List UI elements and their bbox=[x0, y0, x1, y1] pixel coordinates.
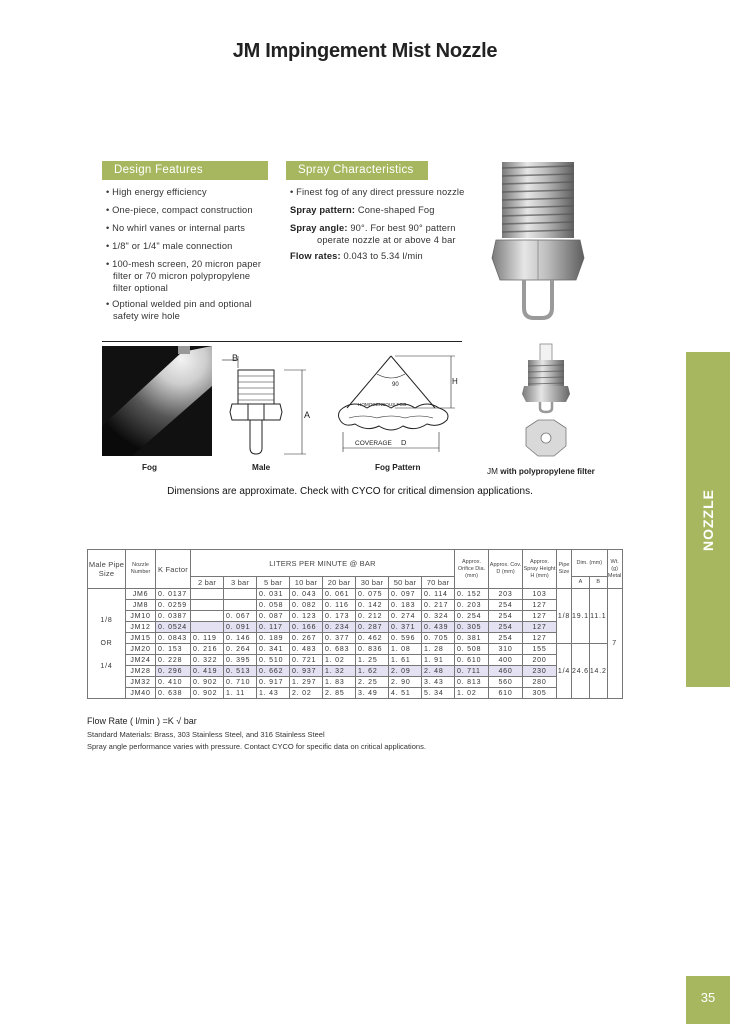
flow-rates: Flow rates: 0.043 to 5.34 l/min bbox=[290, 251, 423, 261]
pipe-size-cell bbox=[88, 589, 126, 699]
table-cell: 0. 116 bbox=[323, 600, 356, 611]
pipe-size-label: 1/4 bbox=[100, 663, 113, 670]
col-header-b: B bbox=[589, 577, 607, 589]
table-cell: 0. 234 bbox=[323, 622, 356, 633]
table-cell: 0. 254 bbox=[455, 611, 489, 622]
col-header-lpm: LITERS PER MINUTE @ BAR bbox=[191, 550, 455, 577]
table-cell: 203 bbox=[489, 589, 523, 600]
section-divider bbox=[102, 341, 462, 342]
table-cell: 127 bbox=[523, 633, 557, 644]
table-cell bbox=[224, 589, 257, 600]
table-cell: 0. 216 bbox=[191, 644, 224, 655]
table-cell: JM8 bbox=[126, 600, 156, 611]
pipe-size-label: OR bbox=[100, 640, 113, 647]
table-cell: 2. 85 bbox=[323, 688, 356, 699]
table-cell: 0. 305 bbox=[455, 622, 489, 633]
table-cell: 0. 937 bbox=[290, 666, 323, 677]
table-cell: 1. 297 bbox=[290, 677, 323, 688]
feature-item: • One-piece, compact construction bbox=[106, 205, 253, 215]
col-header-a: A bbox=[572, 577, 590, 589]
table-cell: 0. 189 bbox=[257, 633, 290, 644]
table-cell: 0. 662 bbox=[257, 666, 290, 677]
filter-nozzle-drawing bbox=[518, 342, 574, 460]
flow-formula: Flow Rate ( l/min ) =K √ bar bbox=[87, 716, 197, 726]
spray-angle-cont: operate nozzle at or above 4 bar bbox=[317, 235, 456, 245]
table-cell: 254 bbox=[489, 611, 523, 622]
table-cell: JM32 bbox=[126, 677, 156, 688]
table-cell: 0. 043 bbox=[290, 589, 323, 600]
table-cell: 200 bbox=[523, 655, 557, 666]
feature-item: • 100-mesh screen, 20 micron paper bbox=[106, 259, 262, 269]
col-header-orifice: Approx. Orifice Dia. (mm) bbox=[455, 550, 489, 589]
table-cell: 0. 419 bbox=[191, 666, 224, 677]
table-cell: 1. 32 bbox=[323, 666, 356, 677]
table-cell: 0. 813 bbox=[455, 677, 489, 688]
table-cell: 1. 02 bbox=[455, 688, 489, 699]
table-cell bbox=[191, 622, 224, 633]
table-cell: 0. 324 bbox=[422, 611, 455, 622]
dim-label-h: H bbox=[452, 377, 458, 386]
table-cell: 0. 513 bbox=[224, 666, 257, 677]
table-cell: 1. 08 bbox=[389, 644, 422, 655]
table-cell: 0. 152 bbox=[455, 589, 489, 600]
table-cell: 0. 483 bbox=[290, 644, 323, 655]
col-header-nozzle: Nozzle Number bbox=[126, 550, 156, 589]
table-row bbox=[88, 633, 623, 644]
table-cell: 11.1 bbox=[589, 589, 607, 644]
table-cell: 0. 075 bbox=[356, 589, 389, 600]
dim-label-b: B bbox=[232, 353, 239, 363]
table-cell bbox=[191, 611, 224, 622]
col-header-pressure: 3 bar bbox=[224, 577, 257, 589]
table-cell: 0. 114 bbox=[422, 589, 455, 600]
table-cell: 127 bbox=[523, 600, 557, 611]
table-cell: 1. 43 bbox=[257, 688, 290, 699]
col-header-pressure: 10 bar bbox=[290, 577, 323, 589]
table-cell: 0. 705 bbox=[422, 633, 455, 644]
table-cell: 155 bbox=[523, 644, 557, 655]
table-row bbox=[88, 622, 623, 633]
table-row bbox=[88, 666, 623, 677]
table-cell: 0. 395 bbox=[224, 655, 257, 666]
thread-icon bbox=[502, 162, 574, 238]
male-dimension-drawing bbox=[218, 348, 318, 458]
table-cell: 0. 274 bbox=[389, 611, 422, 622]
table-cell: 0. 212 bbox=[356, 611, 389, 622]
table-cell: 0. 061 bbox=[323, 589, 356, 600]
nozzle-product-photo bbox=[488, 158, 588, 322]
table-cell: 0. 031 bbox=[257, 589, 290, 600]
col-header-pressure: 5 bar bbox=[257, 577, 290, 589]
feature-item: safety wire hole bbox=[113, 311, 180, 321]
table-cell: 560 bbox=[489, 677, 523, 688]
table-cell: 0. 0843 bbox=[156, 633, 191, 644]
table-cell: 0. 173 bbox=[323, 611, 356, 622]
table-cell: 1. 91 bbox=[422, 655, 455, 666]
table-cell: 0. 917 bbox=[257, 677, 290, 688]
table-cell: 0. 510 bbox=[257, 655, 290, 666]
table-cell: 0. 082 bbox=[290, 600, 323, 611]
table-cell: 0. 638 bbox=[156, 688, 191, 699]
col-header-dim: Dim. (mm) bbox=[572, 550, 608, 577]
fog-pattern-drawing bbox=[335, 352, 463, 460]
table-cell: 0. 123 bbox=[290, 611, 323, 622]
table-cell: JM15 bbox=[126, 633, 156, 644]
spray-characteristics-heading: Spray Characteristics bbox=[286, 161, 428, 180]
table-cell: 305 bbox=[523, 688, 557, 699]
table-cell: JM40 bbox=[126, 688, 156, 699]
table-row bbox=[88, 677, 623, 688]
table-cell: 3. 43 bbox=[422, 677, 455, 688]
side-tab-label: NOZZLE bbox=[700, 488, 716, 551]
table-cell: 2. 90 bbox=[389, 677, 422, 688]
table-cell: 0. 228 bbox=[156, 655, 191, 666]
table-cell: 0. 287 bbox=[356, 622, 389, 633]
table-row bbox=[88, 644, 623, 655]
table-cell: 127 bbox=[523, 622, 557, 633]
table-cell: 0. 0387 bbox=[156, 611, 191, 622]
feature-item: • 1/8" or 1/4" male connection bbox=[106, 241, 233, 251]
table-cell: 0. 087 bbox=[257, 611, 290, 622]
table-cell: 0. 067 bbox=[224, 611, 257, 622]
table-cell: JM28 bbox=[126, 666, 156, 677]
table-cell: 4. 51 bbox=[389, 688, 422, 699]
table-cell: 0. 0524 bbox=[156, 622, 191, 633]
table-cell: 1/8 bbox=[557, 589, 572, 644]
table-cell bbox=[224, 600, 257, 611]
table-cell: 127 bbox=[523, 611, 557, 622]
col-header-pressure: 20 bar bbox=[323, 577, 356, 589]
col-header-height: Approx. Spray Height H (mm) bbox=[523, 550, 557, 589]
table-cell: 0. 610 bbox=[455, 655, 489, 666]
table-cell: 0. 146 bbox=[224, 633, 257, 644]
table-cell: 0. 710 bbox=[224, 677, 257, 688]
table-cell: JM20 bbox=[126, 644, 156, 655]
feature-item: filter or 70 micron polypropylene bbox=[113, 271, 251, 281]
feature-item: • High energy efficiency bbox=[106, 187, 207, 197]
table-cell: 0. 341 bbox=[257, 644, 290, 655]
table-cell: 1. 28 bbox=[422, 644, 455, 655]
caption-filter: JM with polypropylene filter bbox=[487, 467, 595, 476]
caption-male: Male bbox=[252, 463, 271, 472]
table-cell: 0. 410 bbox=[156, 677, 191, 688]
table-cell: 0. 322 bbox=[191, 655, 224, 666]
table-cell: 310 bbox=[489, 644, 523, 655]
table-cell: 1. 62 bbox=[356, 666, 389, 677]
table-cell: 400 bbox=[489, 655, 523, 666]
table-cell: 280 bbox=[523, 677, 557, 688]
col-header-pipe: Pipe Size bbox=[557, 550, 572, 589]
table-cell: 0. 217 bbox=[422, 600, 455, 611]
page-title: JM Impingement Mist Nozzle bbox=[232, 40, 498, 62]
col-header-k: K Factor bbox=[156, 550, 191, 589]
table-cell: 0. 142 bbox=[356, 600, 389, 611]
fog-photo bbox=[102, 346, 212, 456]
performance-note: Spray angle performance varies with pressure. Contact CYCO for specific data on critical applications. bbox=[87, 742, 426, 751]
filter-icon bbox=[540, 344, 552, 362]
table-cell: 0. 097 bbox=[389, 589, 422, 600]
table-cell: 19.1 bbox=[572, 589, 590, 644]
table-cell: 0. 377 bbox=[323, 633, 356, 644]
table-cell: 0. 296 bbox=[156, 666, 191, 677]
table-cell: 254 bbox=[489, 622, 523, 633]
col-header-pressure: 2 bar bbox=[191, 577, 224, 589]
feature-item: • No whirl vanes or internal parts bbox=[106, 223, 246, 233]
table-cell: 230 bbox=[523, 666, 557, 677]
table-cell: 0. 711 bbox=[455, 666, 489, 677]
table-cell: 1. 02 bbox=[323, 655, 356, 666]
table-cell: 0. 264 bbox=[224, 644, 257, 655]
dim-label-d: D bbox=[401, 438, 407, 447]
table-cell: 24.6 bbox=[572, 644, 590, 699]
table-cell: 460 bbox=[489, 666, 523, 677]
table-cell: 0. 091 bbox=[224, 622, 257, 633]
materials-note: Standard Materials: Brass, 303 Stainless Steel, and 316 Stainless Steel bbox=[87, 730, 325, 739]
dim-label-a: A bbox=[304, 410, 311, 420]
caption-fog-pattern: Fog Pattern bbox=[375, 463, 421, 472]
table-cell: 0. 058 bbox=[257, 600, 290, 611]
table-cell bbox=[191, 589, 224, 600]
table-cell: 1. 61 bbox=[389, 655, 422, 666]
col-header-pressure: 30 bar bbox=[356, 577, 389, 589]
table-cell: 1. 83 bbox=[323, 677, 356, 688]
angle-label: 90 bbox=[392, 382, 399, 388]
table-cell: 0. 902 bbox=[191, 688, 224, 699]
table-row bbox=[88, 655, 623, 666]
table-cell: 0. 381 bbox=[455, 633, 489, 644]
table-cell: 0. 183 bbox=[389, 600, 422, 611]
table-cell: 0. 596 bbox=[389, 633, 422, 644]
table-cell: 7 bbox=[607, 589, 622, 699]
side-tab bbox=[686, 352, 730, 687]
feature-item: • Optional welded pin and optional bbox=[106, 299, 252, 309]
table-cell: 103 bbox=[523, 589, 557, 600]
col-header-weight: Wt. (g) Metal bbox=[607, 550, 622, 589]
table-cell: 0. 462 bbox=[356, 633, 389, 644]
spray-line: • Finest fog of any direct pressure nozzle bbox=[290, 187, 465, 197]
table-cell: JM24 bbox=[126, 655, 156, 666]
table-cell: 254 bbox=[489, 633, 523, 644]
table-row bbox=[88, 611, 623, 622]
table-cell: 1. 25 bbox=[356, 655, 389, 666]
wire-loop-icon bbox=[524, 280, 552, 318]
table-cell: 3. 49 bbox=[356, 688, 389, 699]
table-cell: 0. 683 bbox=[323, 644, 356, 655]
col-header-coverage: Approx. Cov. D (mm) bbox=[489, 550, 523, 589]
table-cell: JM10 bbox=[126, 611, 156, 622]
table-cell: 1/4 bbox=[557, 644, 572, 699]
homogeneous-label: HOMOGENEOUS FOG bbox=[358, 402, 407, 407]
table-row bbox=[88, 688, 623, 699]
caption-fog: Fog bbox=[142, 463, 158, 472]
table-cell: 0. 267 bbox=[290, 633, 323, 644]
table-cell: 2. 02 bbox=[290, 688, 323, 699]
dimensions-note: Dimensions are approximate. Check with CYCO for critical dimension applications. bbox=[167, 486, 533, 497]
table-cell: JM6 bbox=[126, 589, 156, 600]
table-cell: 0. 153 bbox=[156, 644, 191, 655]
table-cell: 0. 508 bbox=[455, 644, 489, 655]
table-cell: 0. 0137 bbox=[156, 589, 191, 600]
table-cell: 610 bbox=[489, 688, 523, 699]
table-cell: 0. 166 bbox=[290, 622, 323, 633]
col-header-pipe-size: Male Pipe Size bbox=[88, 550, 126, 589]
table-cell: 0. 721 bbox=[290, 655, 323, 666]
spray-pattern: Spray pattern: Cone-shaped Fog bbox=[290, 205, 435, 215]
table-cell: 0. 0259 bbox=[156, 600, 191, 611]
spec-table bbox=[87, 549, 623, 699]
col-header-pressure: 50 bar bbox=[389, 577, 422, 589]
table-cell: 0. 203 bbox=[455, 600, 489, 611]
table-cell: 0. 371 bbox=[389, 622, 422, 633]
table-cell: 254 bbox=[489, 600, 523, 611]
col-header-pressure: 70 bar bbox=[422, 577, 455, 589]
table-row bbox=[88, 600, 623, 611]
table-cell: 0. 836 bbox=[356, 644, 389, 655]
feature-item: filter optional bbox=[113, 283, 168, 293]
table-cell: 1. 11 bbox=[224, 688, 257, 699]
page-number: 35 bbox=[686, 976, 730, 1024]
table-cell: 0. 439 bbox=[422, 622, 455, 633]
table-cell: 0. 902 bbox=[191, 677, 224, 688]
table-cell bbox=[191, 600, 224, 611]
pipe-size-label: 1/8 bbox=[100, 617, 113, 624]
table-cell: 2. 48 bbox=[422, 666, 455, 677]
spray-angle: Spray angle: 90°. For best 90° pattern bbox=[290, 223, 456, 233]
table-cell: 2. 09 bbox=[389, 666, 422, 677]
table-cell: 0. 119 bbox=[191, 633, 224, 644]
table-cell: 5. 34 bbox=[422, 688, 455, 699]
table-row bbox=[88, 589, 623, 600]
table-cell: 2. 25 bbox=[356, 677, 389, 688]
design-features-heading: Design Features bbox=[102, 161, 268, 180]
table-cell: JM12 bbox=[126, 622, 156, 633]
table-cell: 14.2 bbox=[589, 644, 607, 699]
coverage-label: COVERAGE bbox=[355, 440, 392, 447]
table-cell: 0. 117 bbox=[257, 622, 290, 633]
